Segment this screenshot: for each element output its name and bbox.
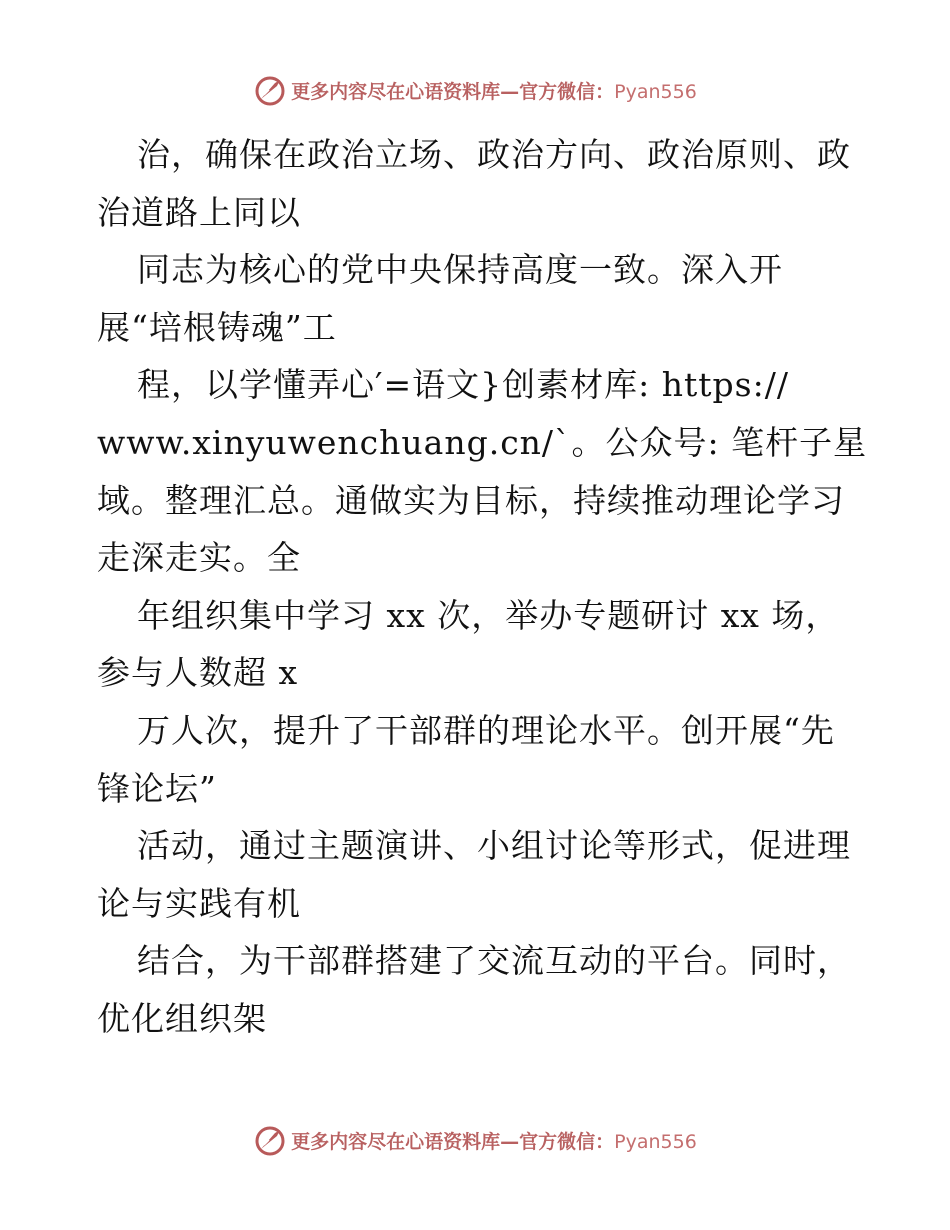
body-line: 程，以学懂弄心′=语文}创素材库: https:// [137,365,789,405]
body-line: 活动，通过主题演讲、小组讨论等形式，促进理 [137,826,851,866]
body-line: 同志为核心的党中央保持高度一致。深入开 [137,250,783,290]
header-banner [0,70,950,110]
quill-seal-icon [253,73,287,107]
body-line: 走深走实。全 [97,538,301,578]
body-line: 治，确保在政治立场、政治方向、政治原则、政 [137,135,851,174]
body-line: 论与实践有机 [97,883,301,923]
quill-seal-icon [253,1123,287,1157]
document-body [97,126,868,1048]
body-line: 参与人数超 x [97,653,299,693]
footer-banner-text [291,1127,697,1154]
body-line: 优化组织架 [97,998,267,1038]
body-line: 万人次，提升了干部群的理论水平。创开展“先 [137,710,835,750]
header-banner-cn: 更多内容尽在心语资料库—官方微信： [291,80,615,103]
body-line: 展“培根铸魂”工 [97,307,337,347]
body-line: 治道路上同以 [97,192,301,232]
footer-banner-id: Pyan556 [614,1130,697,1153]
body-line: 锋论坛” [97,768,217,808]
header-banner-text [291,77,697,104]
body-line: www.xinyuwenchuang.cn/`。公众号: 笔杆子星 [97,422,868,462]
header-banner-id: Pyan556 [614,80,697,103]
body-line: 结合，为干部群搭建了交流互动的平台。同时， [137,941,851,981]
footer-banner [0,1120,950,1160]
footer-banner-cn: 更多内容尽在心语资料库—官方微信： [291,1130,615,1153]
body-line: 域。整理汇总。通做实为目标，持续推动理论学习 [97,480,845,520]
body-line: 年组织集中学习 xx 次，举办专题研讨 xx 场， [137,595,840,635]
